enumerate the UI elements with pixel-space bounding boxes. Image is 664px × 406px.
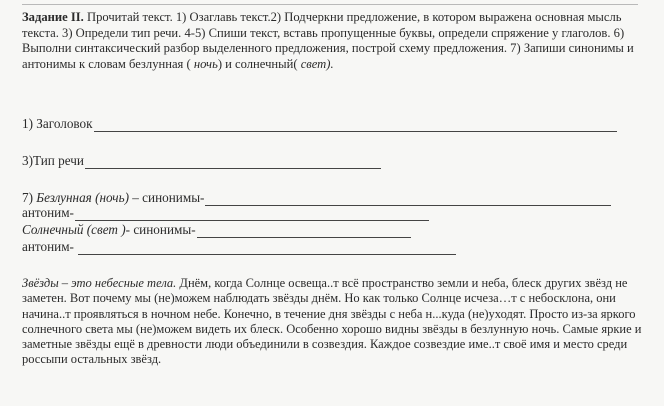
- speech-type-label: 3)Тип речи: [22, 153, 84, 168]
- reading-text: [22, 276, 642, 368]
- word-bezlunnaya: Безлунная (ночь): [36, 190, 129, 205]
- synonyms-label-1: – синонимы-: [128, 190, 205, 205]
- speech-type-blank[interactable]: [85, 155, 381, 169]
- task-hint-light: свет).: [300, 56, 334, 71]
- task-body-middle: ) и солнечный(: [217, 56, 301, 71]
- synonyms-label-2: - синонимы-: [125, 222, 196, 237]
- task-instructions: [22, 10, 642, 72]
- antonym-line-2: [22, 239, 456, 255]
- synonyms-blank-1[interactable]: [205, 192, 611, 206]
- antonym-blank-2[interactable]: [78, 241, 456, 255]
- synonyms-line-1: [22, 190, 611, 206]
- word-solnechny: Солнечный (свет ): [22, 222, 126, 237]
- task-heading: Задание II.: [22, 10, 84, 24]
- title-answer-line: [22, 116, 617, 132]
- item-7-number: 7): [22, 190, 37, 205]
- antonym-blank-1[interactable]: [75, 207, 429, 221]
- title-label: 1) Заголовок: [22, 116, 93, 131]
- antonym-label-1: антоним-: [22, 205, 74, 220]
- task-hint-night: ночь: [193, 56, 218, 71]
- antonym-label-2: антоним-: [22, 239, 78, 254]
- synonyms-blank-2[interactable]: [197, 224, 411, 238]
- synonyms-line-2: [22, 222, 411, 238]
- speech-type-answer-line: [22, 153, 381, 169]
- reading-rest: Днём, когда Солнце освеща..т всё пространство земли и неба, блеск других звёзд не заметен. Вот почему мы (не)можем наблюдать звёзды днём. Но как только Солнце исчеза…т с небосклона, они начина..т проявляться в ночном небе. Конечно, в течение дня звёзды с неба н...куда (не)уходят. Просто из-за яркого солнечного света мы (не)можем видеть их блеск. Особенно хорошо видны звёзды в безлунную ночь. Самые яркие и заметные звёзды ещё в древности люди объединили в созвездия. Каждое созвездие име..т своё имя и место среди россыпи остальных звёзд.: [22, 276, 642, 367]
- reading-first-sentence: Звёзды – это небесные тела.: [22, 276, 177, 290]
- title-blank[interactable]: [94, 118, 617, 132]
- top-rule: [22, 4, 638, 5]
- task-body-before: Прочитай текст. 1) Озаглавь текст.2) Подчеркни предложение, в котором выражена основная мысль текста. 3) Определи тип речи. 4-5) Спиши текст, вставь пропущенные буквы, определи спряжение у глаголов. 6) Выполни синтаксический разбор выделенного предложения, построй схему предложения. 7) Запиши синонимы и антонимы к словам безлунная (: [22, 10, 634, 71]
- antonym-line-1: [22, 205, 429, 221]
